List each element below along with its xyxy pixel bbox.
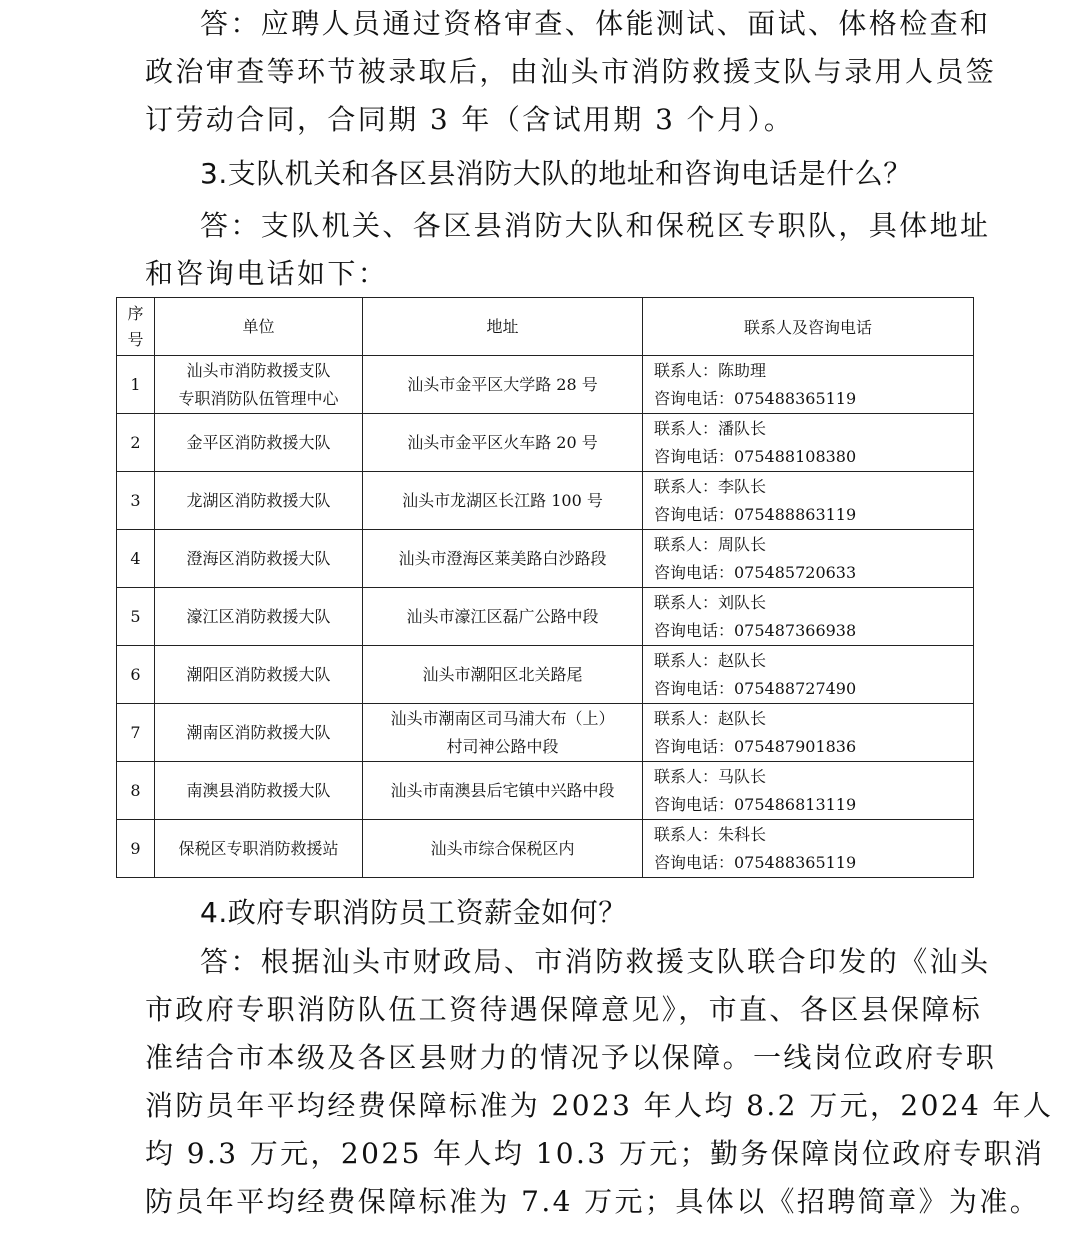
cell-address-line: 汕头市潮阳区北关路尾 [422,664,583,684]
cell-address [363,356,643,414]
header-contact: 联系人及咨询电话 [643,298,974,356]
q4-answer-line-5: 均 9.3 万元，2025 年人均 10.3 万元；勤务保障岗位政府专职消 [145,1137,1045,1170]
q3-answer-line-2: 和咨询电话如下： [145,257,389,290]
table-row [117,762,974,820]
intro-answer-paragraph [145,0,997,144]
intro-answer-line-1: 答：应聘人员通过资格审查、体能测试、面试、体格检查和 [200,7,991,40]
cell-unit [155,646,363,704]
cell-unit-line: 汕头市消防救援支队 [186,360,331,380]
table-body [117,356,974,878]
cell-contact [643,820,974,878]
cell-address [363,472,643,530]
cell-no: 5 [117,588,155,646]
q4-answer-paragraph [145,938,1054,1226]
cell-address-line: 汕头市龙湖区长江路 100 号 [402,490,603,510]
contact-person: 联系人：刘队长 [654,592,767,612]
q3-answer-line-1: 答：支队机关、各区县消防大队和保税区专职队，具体地址 [200,209,991,242]
contact-phone: 咨询电话：075487366938 [654,620,857,640]
header-unit: 单位 [155,298,363,356]
cell-address-line: 汕头市金平区大学路 28 号 [407,374,598,394]
cell-address-line: 村司神公路中段 [446,736,559,756]
cell-unit [155,414,363,472]
contact-table [116,297,974,878]
table-row [117,704,974,762]
cell-unit [155,472,363,530]
table-row [117,414,974,472]
q4-answer-line-2: 市政府专职消防队伍工资待遇保障意见》，市直、各区县保障标 [145,993,983,1026]
q3-answer-paragraph [145,202,991,298]
table-row [117,820,974,878]
cell-no: 2 [117,414,155,472]
cell-unit-line: 濠江区消防救援大队 [186,606,331,626]
contact-phone: 咨询电话：075485720633 [654,562,857,582]
q4-answer-line-1: 答：根据汕头市财政局、市消防救援支队联合印发的《汕头 [200,945,991,978]
cell-no: 4 [117,530,155,588]
q3-heading: 3.支队机关和各区县消防大队的地址和咨询电话是什么？ [200,157,912,190]
cell-address-line: 汕头市综合保税区内 [430,838,575,858]
cell-address [363,704,643,762]
cell-unit [155,820,363,878]
cell-unit [155,588,363,646]
cell-contact [643,646,974,704]
contact-person: 联系人：潘队长 [654,418,767,438]
cell-unit-line: 南澳县消防救援大队 [186,780,331,800]
table-row [117,530,974,588]
cell-address [363,414,643,472]
cell-unit [155,356,363,414]
cell-unit [155,704,363,762]
cell-unit [155,762,363,820]
q4-heading: 4.政府专职消防员工资薪金如何？ [200,896,627,929]
cell-unit-line: 专职消防队伍管理中心 [178,388,339,408]
cell-no: 1 [117,356,155,414]
cell-address [363,588,643,646]
cell-contact [643,588,974,646]
header-no [117,298,155,356]
contact-phone: 咨询电话：075488108380 [654,446,857,466]
contact-person: 联系人：陈助理 [654,360,767,380]
table-row [117,356,974,414]
contact-phone: 咨询电话：075486813119 [654,794,857,814]
contact-person: 联系人：周队长 [654,534,767,554]
table-row [117,588,974,646]
cell-no: 6 [117,646,155,704]
table-row [117,646,974,704]
table-header-row [117,298,974,356]
cell-address-line: 汕头市濠江区磊广公路中段 [406,606,599,626]
cell-unit-line: 澄海区消防救援大队 [186,548,331,568]
contact-phone: 咨询电话：075488365119 [654,388,857,408]
cell-address [363,646,643,704]
cell-unit-line: 金平区消防救援大队 [186,432,331,452]
header-no-top: 序 [127,303,144,323]
cell-address [363,530,643,588]
contact-phone: 咨询电话：075488365119 [654,852,857,872]
intro-answer-line-3: 订劳动合同，合同期 3 年（含试用期 3 个月）。 [145,103,795,136]
header-no-bottom: 号 [127,329,144,349]
cell-unit-line: 保税区专职消防救援站 [178,838,339,858]
cell-contact [643,762,974,820]
q4-answer-line-6: 防员年平均经费保障标准为 7.4 万元；具体以《招聘简章》为准。 [145,1185,1041,1218]
q4-answer-line-3: 准结合市本级及各区县财力的情况予以保障。一线岗位政府专职 [145,1041,997,1074]
q4-answer-line-4: 消防员年平均经费保障标准为 2023 年人均 8.2 万元，2024 年人 [145,1089,1054,1122]
cell-no: 8 [117,762,155,820]
contact-person: 联系人：赵队长 [654,708,767,728]
contact-person: 联系人：赵队长 [654,650,767,670]
contact-phone: 咨询电话：075487901836 [654,736,857,756]
cell-contact [643,356,974,414]
cell-address-line: 汕头市南澳县后宅镇中兴路中段 [390,780,615,800]
cell-no: 7 [117,704,155,762]
cell-address [363,762,643,820]
table-row [117,472,974,530]
cell-address [363,820,643,878]
cell-unit-line: 潮阳区消防救援大队 [186,664,331,684]
contact-phone: 咨询电话：075488863119 [654,504,857,524]
contact-phone: 咨询电话：075488727490 [654,678,857,698]
cell-unit [155,530,363,588]
cell-address-line: 汕头市潮南区司马浦大布（上） [390,708,615,728]
cell-no: 9 [117,820,155,878]
contact-person: 联系人：李队长 [654,476,767,496]
cell-unit-line: 龙湖区消防救援大队 [186,490,331,510]
intro-answer-line-2: 政治审查等环节被录取后，由汕头市消防救援支队与录用人员签 [145,55,997,88]
header-address: 地址 [363,298,643,356]
cell-no: 3 [117,472,155,530]
contact-person: 联系人：朱科长 [654,824,767,844]
cell-address-line: 汕头市澄海区莱美路白沙路段 [398,548,607,568]
cell-contact [643,704,974,762]
contact-person: 联系人：马队长 [654,766,767,786]
cell-unit-line: 潮南区消防救援大队 [186,722,331,742]
cell-contact [643,530,974,588]
cell-contact [643,472,974,530]
cell-contact [643,414,974,472]
cell-address-line: 汕头市金平区火车路 20 号 [407,432,598,452]
